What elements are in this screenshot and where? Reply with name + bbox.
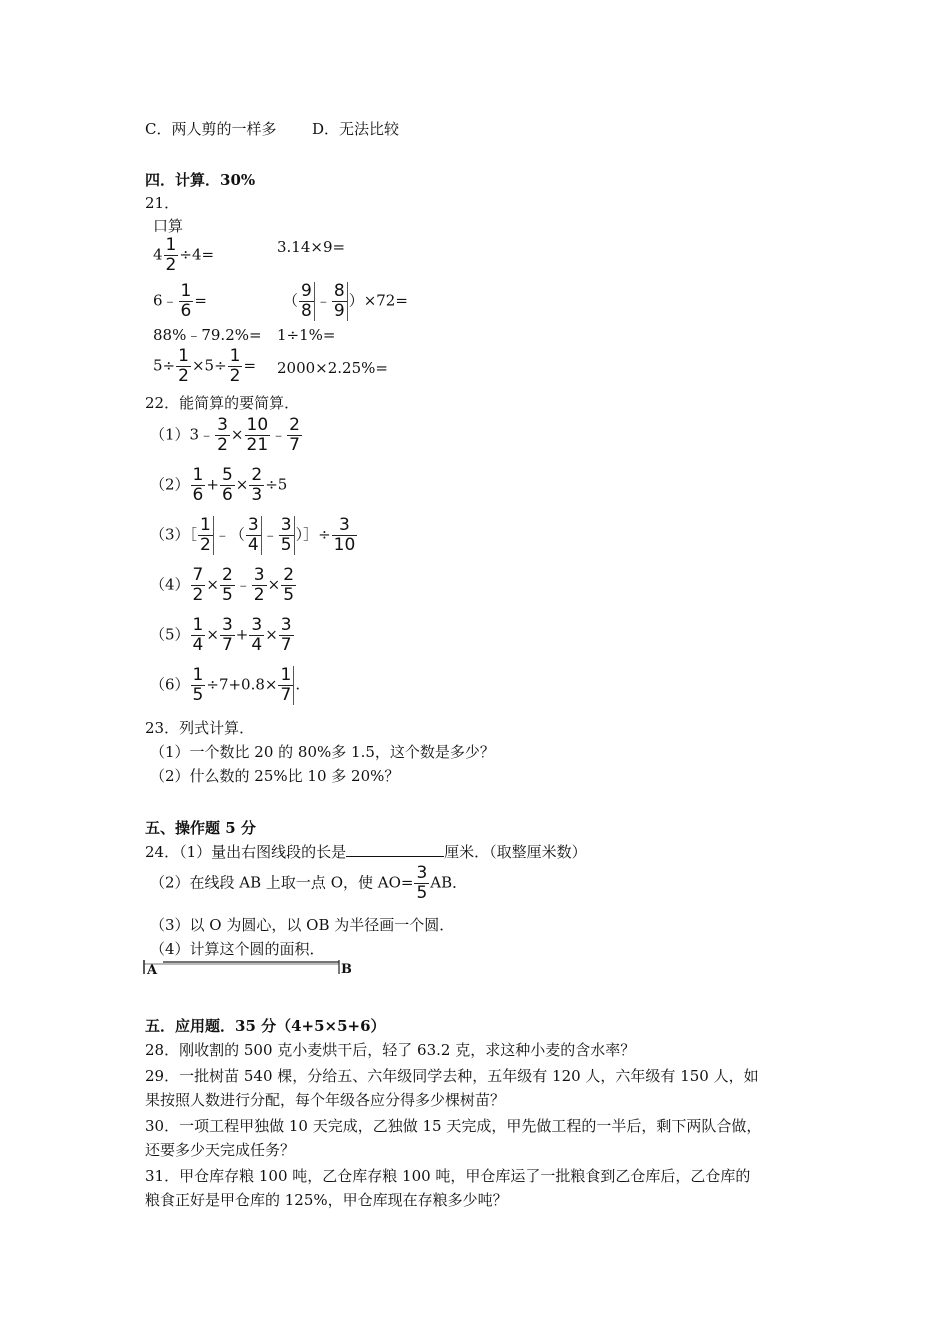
fraction: $\frac{2}{5}$ bbox=[221, 565, 233, 605]
q21-item-2: 3.14×9= bbox=[277, 238, 346, 256]
fraction: $\frac{9}{8}$ bbox=[299, 282, 315, 321]
q23-title: 23．列式计算． bbox=[145, 719, 255, 737]
q21-number: 21． bbox=[145, 194, 180, 212]
fraction: $\frac{3}{7}$ bbox=[280, 615, 292, 655]
q30-line-1: 30．一项工程甲独做 10 天完成，乙独做 15 天完成，甲先做工程的一半后，剩下两队合做， bbox=[145, 1117, 762, 1135]
fraction: $\frac{1}{7}$ bbox=[278, 666, 294, 705]
q22-part-6: （6） $\frac{1}{5}$ ÷7+0.8× $\frac{1}{7}$ . bbox=[150, 665, 301, 705]
section-4-title: 四．计算．30% bbox=[145, 171, 256, 189]
q24-part-1: 24．（1）量出右图线段的长是 厘米．（取整厘米数） bbox=[145, 843, 587, 861]
q22-part-4: （4） $\frac{7}{2}$ × $\frac{2}{5}$ ﹣ $\frac{3}{2}$ × $\frac{2}{5}$ bbox=[150, 565, 295, 605]
q24-part-3: （3）以 O 为圆心，以 OB 为半径画一个圆． bbox=[150, 916, 455, 934]
segment-figure bbox=[143, 958, 351, 976]
label-b: B bbox=[341, 962, 351, 976]
q29-line-2: 果按照人数进行分配，每个年级各应分得多少棵树苗？ bbox=[145, 1091, 506, 1109]
q29-line-1: 29．一批树苗 540 棵，分给五、六年级同学去种，五年级有 120 人，六年级有 150 人，如 bbox=[145, 1067, 759, 1085]
q21-label: 口算 bbox=[153, 217, 184, 235]
fraction: $\frac{10}{21}$ bbox=[246, 415, 269, 455]
q22-part-2: （2） $\frac{1}{6}$ + $\frac{5}{6}$ × $\frac{2}{3}$ ÷5 bbox=[150, 465, 288, 505]
q31-line-2: 粮食正好是甲仓库的 125%，甲仓库现在存粮多少吨？ bbox=[145, 1191, 508, 1209]
q23-part-1: （1）一个数比 20 的 80%多 1.5，这个数是多少？ bbox=[150, 743, 495, 761]
fraction: $\frac{3}{5}$ bbox=[279, 516, 295, 555]
fraction: $\frac{1}{2}$ bbox=[178, 346, 189, 386]
q22-part-1: （1）3﹣ $\frac{3}{2}$ × $\frac{10}{21}$ ﹣ $\frac{2}{7}$ bbox=[150, 415, 300, 455]
fraction: $\frac{3}{4}$ bbox=[251, 615, 263, 655]
fraction: $\frac{1}{2}$ bbox=[165, 235, 177, 275]
label-a: A bbox=[147, 963, 158, 976]
q31-line-1: 31．甲仓库存粮 100 吨，乙仓库存粮 100 吨，甲仓库运了一批粮食到乙仓库后，乙仓库的 bbox=[145, 1167, 751, 1185]
q21-item-5: 88%﹣79.2%= bbox=[153, 326, 262, 344]
fraction: $\frac{2}{5}$ bbox=[283, 565, 295, 605]
fraction: $\frac{3}{2}$ bbox=[217, 415, 228, 455]
fraction: $\frac{1}{4}$ bbox=[192, 615, 204, 655]
q22-part-5: （5） $\frac{1}{4}$ × $\frac{3}{7}$ + $\frac{3}{4}$ × $\frac{3}{7}$ bbox=[150, 615, 292, 655]
section-5a-title: 五、操作题 5 分 bbox=[145, 819, 256, 837]
fraction: $\frac{1}{6}$ bbox=[180, 281, 192, 321]
q21-item-1: 4 $\frac{1}{2}$ ÷4= bbox=[153, 235, 215, 275]
fraction: $\frac{2}{7}$ bbox=[289, 415, 300, 455]
fraction: $\frac{1}{5}$ bbox=[192, 665, 204, 705]
q24-part-4: （4）计算这个圆的面积． bbox=[150, 940, 325, 958]
fraction: $\frac{1}{2}$ bbox=[198, 516, 214, 555]
q20-option-c: C．两人剪的一样多 bbox=[145, 120, 277, 138]
answer-blank[interactable] bbox=[346, 842, 444, 857]
fraction: $\frac{7}{2}$ bbox=[192, 565, 204, 605]
q21-item-3: 6﹣ $\frac{1}{6}$ = bbox=[153, 281, 207, 321]
q24-part-2: （2）在线段 AB 上取一点 O，使 AO= $\frac{3}{5}$ AB． bbox=[150, 863, 468, 903]
fraction: $\frac{3}{7}$ bbox=[221, 615, 233, 655]
q22-title: 22．能简算的要简算． bbox=[145, 394, 300, 412]
q22-part-3: （3）［ $\frac{1}{2}$ ﹣（ $\frac{3}{4}$ ﹣ $\frac{3}{5}$ ）］÷ $\frac{3}{10}$ bbox=[150, 515, 356, 555]
fraction: $\frac{5}{6}$ bbox=[221, 465, 233, 505]
fraction: $\frac{3}{4}$ bbox=[246, 516, 262, 555]
fraction: $\frac{8}{9}$ bbox=[332, 282, 348, 321]
section-5b-title: 五．应用题．35 分（4+5×5+6） bbox=[145, 1017, 386, 1035]
q20-option-d: D．无法比较 bbox=[312, 120, 400, 138]
fraction: $\frac{3}{10}$ bbox=[333, 515, 356, 555]
fraction: $\frac{1}{2}$ bbox=[229, 346, 241, 386]
fraction: $\frac{2}{3}$ bbox=[251, 465, 263, 505]
q28: 28．刚收割的 500 克小麦烘干后，轻了 63.2 克，求这种小麦的含水率？ bbox=[145, 1041, 636, 1059]
q21-item-4: （ $\frac{9}{8}$ ﹣ $\frac{8}{9}$ ）×72= bbox=[283, 281, 408, 321]
fraction: $\frac{1}{6}$ bbox=[192, 465, 204, 505]
q23-part-2: （2）什么数的 25%比 10 多 20%？ bbox=[150, 767, 400, 785]
fraction: $\frac{3}{5}$ bbox=[416, 863, 428, 903]
q21-item-6: 1÷1%= bbox=[277, 326, 336, 344]
q21-item-7: 5÷ $\frac{1}{2}$ ×5÷ $\frac{1}{2}$ = bbox=[153, 346, 257, 386]
line-segment-ab bbox=[143, 958, 351, 976]
q21-item-8: 2000×2.25%= bbox=[277, 359, 388, 377]
q30-line-2: 还要多少天完成任务？ bbox=[145, 1141, 296, 1159]
fraction: $\frac{3}{2}$ bbox=[253, 565, 265, 605]
